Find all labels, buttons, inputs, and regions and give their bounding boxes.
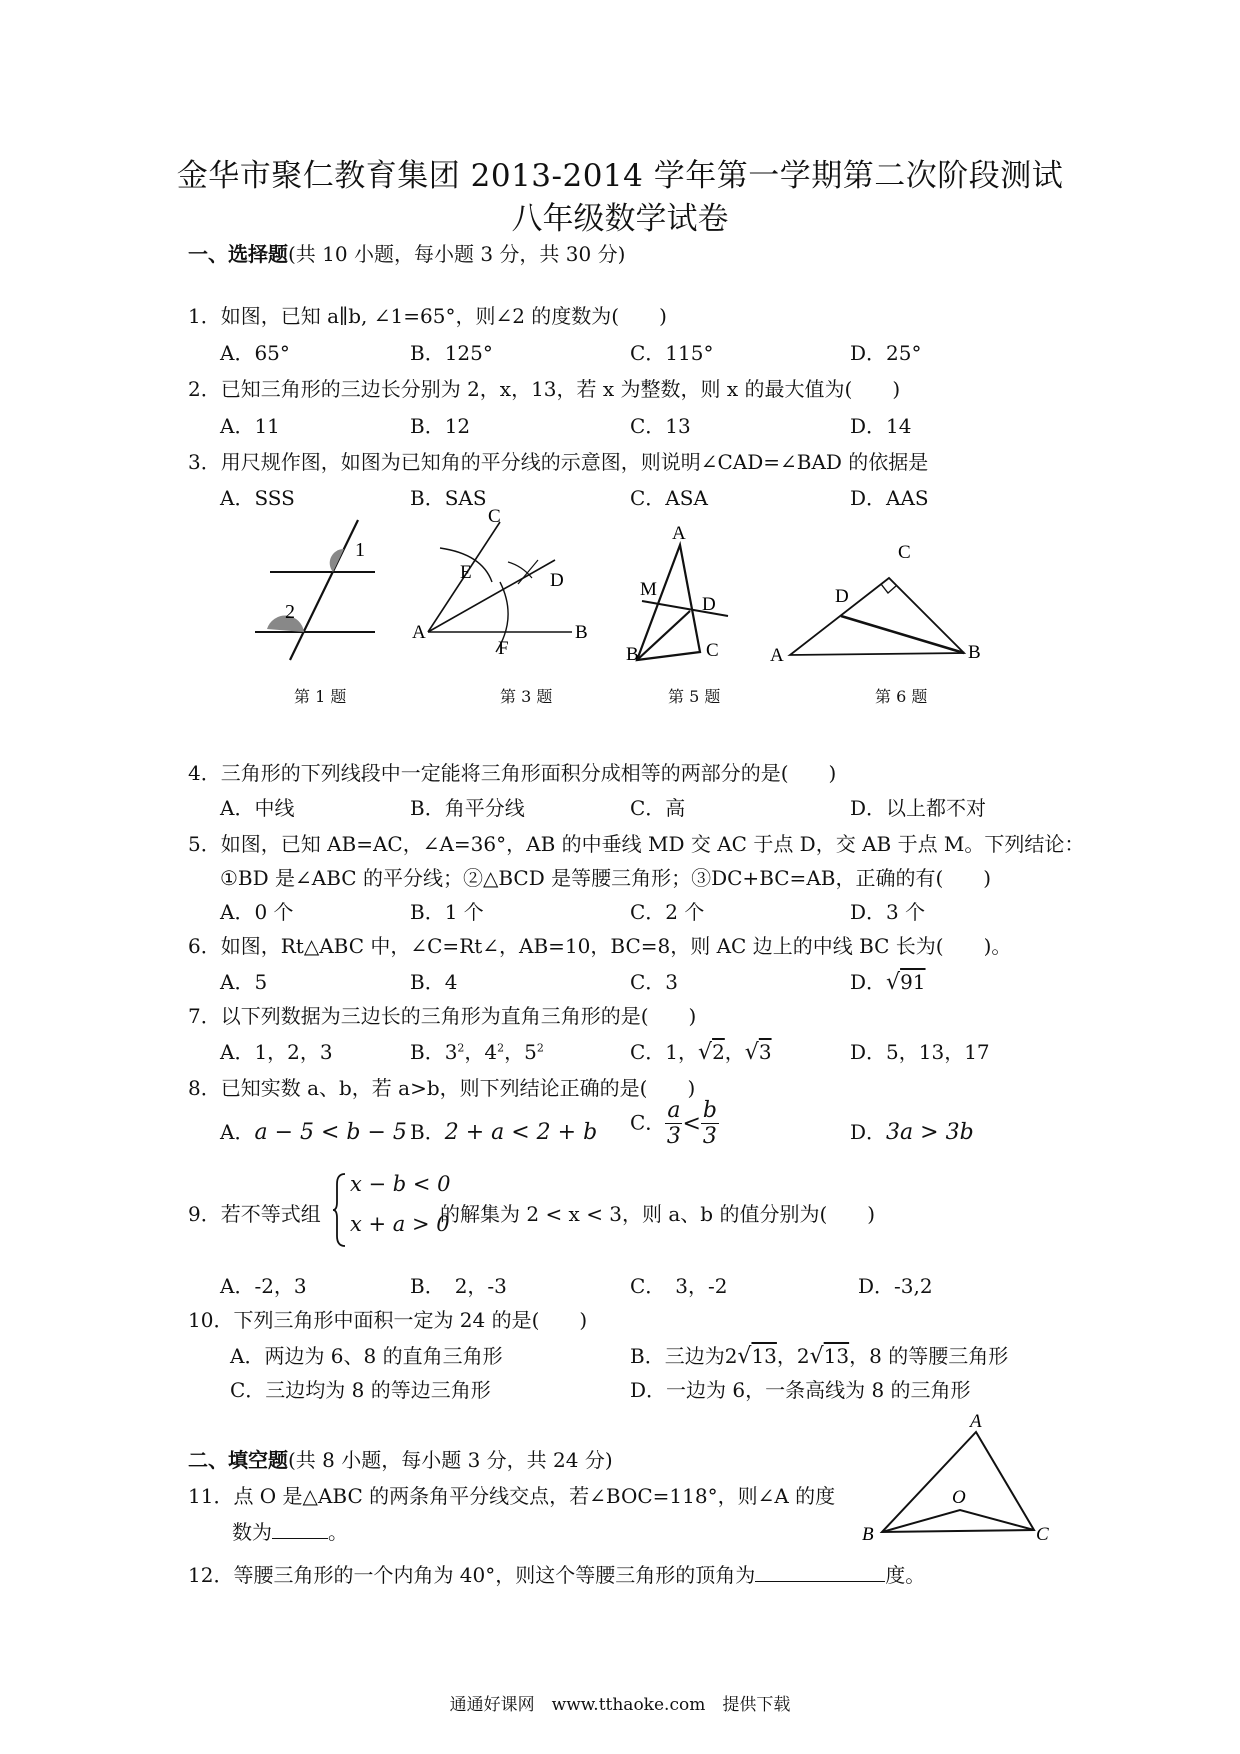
fig5-label-a: A <box>672 523 686 544</box>
section-heading-2 <box>188 1444 613 1473</box>
q8-c-frac-right <box>701 1098 719 1150</box>
fig3-label-a: A <box>412 622 426 643</box>
fill-question-11: 11．点 O 是△ABC 的两条角平分线交点，若∠BOC=118°，则∠A 的度 <box>188 1484 836 1508</box>
question-10: 10．下列三角形中面积一定为 24 的是( ) <box>188 1308 588 1332</box>
question-3: 3．用尺规作图，如图为已知角的平分线的示意图，则说明∠CAD=∠BAD 的依据是 <box>188 450 929 474</box>
q8-c-frac-left <box>665 1098 682 1150</box>
q5-option-a: A．0 个 <box>220 900 294 924</box>
question-5-line2: ①BD 是∠ABC 的平分线；②△BCD 是等腰三角形；③DC+BC=AB，正确的有( ) <box>220 866 992 890</box>
q7-b-part2: ，4 <box>464 1040 498 1064</box>
q10-b-post: ，8 的等腰三角形 <box>849 1344 1009 1368</box>
figure-3 <box>410 506 590 670</box>
q10-b-mid: ，2 <box>776 1344 810 1368</box>
q6-option-d <box>850 966 926 995</box>
q4-option-c: C．高 <box>630 796 686 820</box>
question-9-suffix: 的解集为 2 < x < 3，则 a、b 的值分别为( ) <box>440 1202 876 1226</box>
fig5-label-b: B <box>626 644 639 665</box>
fig5-label-d: D <box>702 594 716 615</box>
q11-end: 。 <box>328 1520 348 1544</box>
q4-option-b: B．角平分线 <box>410 796 525 820</box>
fill-question-12 <box>188 1559 925 1588</box>
page-footer: 通通好课网 www.tthaoke.com 提供下载 <box>449 1695 791 1715</box>
q8-option-d <box>850 1116 974 1145</box>
q8-d-label: D． <box>850 1120 887 1144</box>
question-5: 5．如图，已知 AB=AC，∠A=36°，AB 的中垂线 MD 交 AC 于点 D，交 AB 于点 M。下列结论： <box>188 832 1085 856</box>
frac-denominator: 3 <box>666 1124 681 1150</box>
q7-b-part3: ，5 <box>504 1040 537 1064</box>
q2-option-d: D．14 <box>850 414 912 438</box>
q7-option-c <box>630 1036 772 1065</box>
q8-d-expr: 3a > 3b <box>886 1120 974 1145</box>
q8-option-b <box>410 1116 597 1145</box>
q1-option-b: B．125° <box>410 341 493 365</box>
q4-option-d: D．以上都不对 <box>850 796 987 820</box>
brace-icon <box>332 1172 348 1248</box>
q1-option-d: D．25° <box>850 341 922 365</box>
q7-c-radicand-2: 3 <box>758 1040 772 1064</box>
fig11-label-o: O <box>952 1487 966 1508</box>
sqrt-symbol: √ <box>809 1344 824 1369</box>
q9-inequality-2: x + a > 0 <box>350 1212 450 1236</box>
q10-b-pre: B．三边为2 <box>630 1344 738 1368</box>
sqrt-symbol: √ <box>737 1344 752 1369</box>
q7-option-a: A．1，2，3 <box>220 1040 333 1064</box>
q7-b-exp2: 2 <box>497 1041 505 1055</box>
q8-a-expr: a − 5 < b − 5 <box>254 1120 407 1145</box>
frac-numerator: b <box>702 1098 717 1123</box>
q8-b-label: B． <box>410 1120 445 1144</box>
q5-option-d: D．3 个 <box>850 900 926 924</box>
q6-option-b: B．4 <box>410 970 458 994</box>
question-8: 8．已知实数 a、b，若 a>b，则下列结论正确的是( ) <box>188 1076 696 1100</box>
q12-end: 度。 <box>885 1563 926 1587</box>
question-1: 1．如图，已知 a∥b, ∠1=65°，则∠2 的度数为( ) <box>188 304 667 328</box>
q4-option-a: A．中线 <box>220 796 295 820</box>
q8-c-label: C． <box>630 1110 666 1135</box>
q6-option-d-radicand: 91 <box>900 970 926 994</box>
q9-option-c: C． 3，-2 <box>630 1274 728 1298</box>
fig3-label-e: E <box>460 562 472 583</box>
question-9-prefix: 9．若不等式组 <box>188 1202 321 1226</box>
q7-b-exp1: 2 <box>457 1041 465 1055</box>
q5-option-b: B．1 个 <box>410 900 484 924</box>
fig3-label-d: D <box>550 570 564 591</box>
q9-inequality-1: x − b < 0 <box>350 1172 451 1196</box>
q8-option-c <box>630 1098 719 1150</box>
section-title: 一、选择题 <box>188 242 288 266</box>
q8-c-op: < <box>682 1111 701 1137</box>
figure-1-caption: 第 1 题 <box>294 687 347 706</box>
q6-option-a: A．5 <box>220 970 268 994</box>
fig1-label-2: 2 <box>285 601 295 623</box>
fig6-label-d: D <box>835 586 849 607</box>
q3-option-a: A．SSS <box>220 486 295 510</box>
exam-subtitle: 八年级数学试卷 <box>511 201 729 237</box>
sqrt-symbol: √ <box>886 970 901 995</box>
q1-option-a: A．65° <box>220 341 290 365</box>
q5-option-c: C．2 个 <box>630 900 705 924</box>
fig1-label-1: 1 <box>355 539 365 561</box>
q1-option-c: C．115° <box>630 341 714 365</box>
q10-b-radicand-2: 13 <box>823 1344 850 1368</box>
frac-numerator: a <box>667 1098 681 1123</box>
q11-text: 数为 <box>232 1520 272 1544</box>
figure-11 <box>860 1411 1060 1550</box>
q7-option-d: D．5，13，17 <box>850 1040 990 1064</box>
q12-text: 12．等腰三角形的一个内角为 40°，则这个等腰三角形的顶角为 <box>188 1563 756 1587</box>
q3-option-d: D．AAS <box>850 486 929 510</box>
fig6-label-a: A <box>770 645 784 666</box>
fig6-label-b: B <box>968 642 981 663</box>
figure-6 <box>770 540 990 670</box>
fig11-label-a: A <box>970 1411 982 1432</box>
question-2: 2．已知三角形的三边长分别为 2，x，13，若 x 为整数，则 x 的最大值为( ) <box>188 377 901 401</box>
fig3-label-b: B <box>575 622 588 643</box>
figure-6-caption: 第 6 题 <box>875 687 928 706</box>
q10-option-d: D．一边为 6，一条高线为 8 的三角形 <box>630 1378 971 1402</box>
fig5-label-m: M <box>640 579 657 600</box>
section-heading-1 <box>188 238 625 267</box>
fig11-label-b: B <box>862 1524 874 1545</box>
q7-c-label: C．1， <box>630 1040 699 1064</box>
q7-c-radicand-1: 2 <box>712 1040 725 1064</box>
q9-option-d: D．-3,2 <box>858 1274 933 1298</box>
question-7: 7．以下列数据为三边长的三角形为直角三角形的是( ) <box>188 1004 697 1028</box>
q10-option-c: C．三边均为 8 的等边三角形 <box>230 1378 491 1402</box>
section-note: (共 10 小题，每小题 3 分，共 30 分) <box>288 242 626 266</box>
q8-option-a <box>220 1116 407 1145</box>
figure-1 <box>250 520 410 670</box>
q6-option-d-label: D． <box>850 970 887 994</box>
q10-option-a: A．两边为 6、8 的直角三角形 <box>230 1344 503 1368</box>
q9-option-a: A．-2，3 <box>220 1274 307 1298</box>
sqrt-symbol: √ <box>744 1040 759 1065</box>
answer-blank-11[interactable] <box>272 1520 328 1539</box>
section-title: 二、填空题 <box>188 1448 288 1472</box>
q7-b-exp3: 2 <box>536 1041 544 1055</box>
fig3-label-c: C <box>488 506 501 527</box>
q2-option-b: B．12 <box>410 414 471 438</box>
answer-blank-12[interactable] <box>755 1563 885 1582</box>
fig6-label-c: C <box>898 542 911 563</box>
section-note: (共 8 小题，每小题 3 分，共 24 分) <box>288 1448 613 1472</box>
fig3-label-f: F <box>498 638 509 659</box>
comma: ， <box>724 1040 745 1064</box>
q9-option-b: B． 2，-3 <box>410 1274 507 1298</box>
exam-title: 金华市聚仁教育集团 2013-2014 学年第一学期第二次阶段测试 <box>176 158 1064 194</box>
q2-option-a: A．11 <box>220 414 280 438</box>
frac-denominator: 3 <box>702 1124 717 1150</box>
q10-option-b <box>630 1340 1008 1369</box>
q10-b-radicand-1: 13 <box>751 1344 777 1368</box>
figure-5 <box>620 520 740 670</box>
question-6: 6．如图，Rt△ABC 中，∠C=Rt∠，AB=10，BC=8，则 AC 边上的中线 BC 长为( )。 <box>188 934 1012 958</box>
q3-option-b: B．SAS <box>410 486 487 510</box>
sqrt-symbol: √ <box>698 1040 713 1065</box>
q2-option-c: C．13 <box>630 414 691 438</box>
q8-a-label: A． <box>220 1120 255 1144</box>
q6-option-c: C．3 <box>630 970 679 994</box>
fig11-label-c: C <box>1036 1524 1049 1545</box>
q8-b-expr: 2 + a < 2 + b <box>444 1120 598 1145</box>
q7-b-label: B．3 <box>410 1040 458 1064</box>
fig5-label-c: C <box>706 640 719 661</box>
q3-option-c: C．ASA <box>630 486 708 510</box>
figure-3-caption: 第 3 题 <box>500 687 553 706</box>
q7-option-b <box>410 1036 544 1065</box>
figure-5-caption: 第 5 题 <box>668 687 721 706</box>
question-4: 4．三角形的下列线段中一定能将三角形面积分成相等的两部分的是( ) <box>188 761 837 785</box>
fill-question-11-line2 <box>232 1516 348 1545</box>
